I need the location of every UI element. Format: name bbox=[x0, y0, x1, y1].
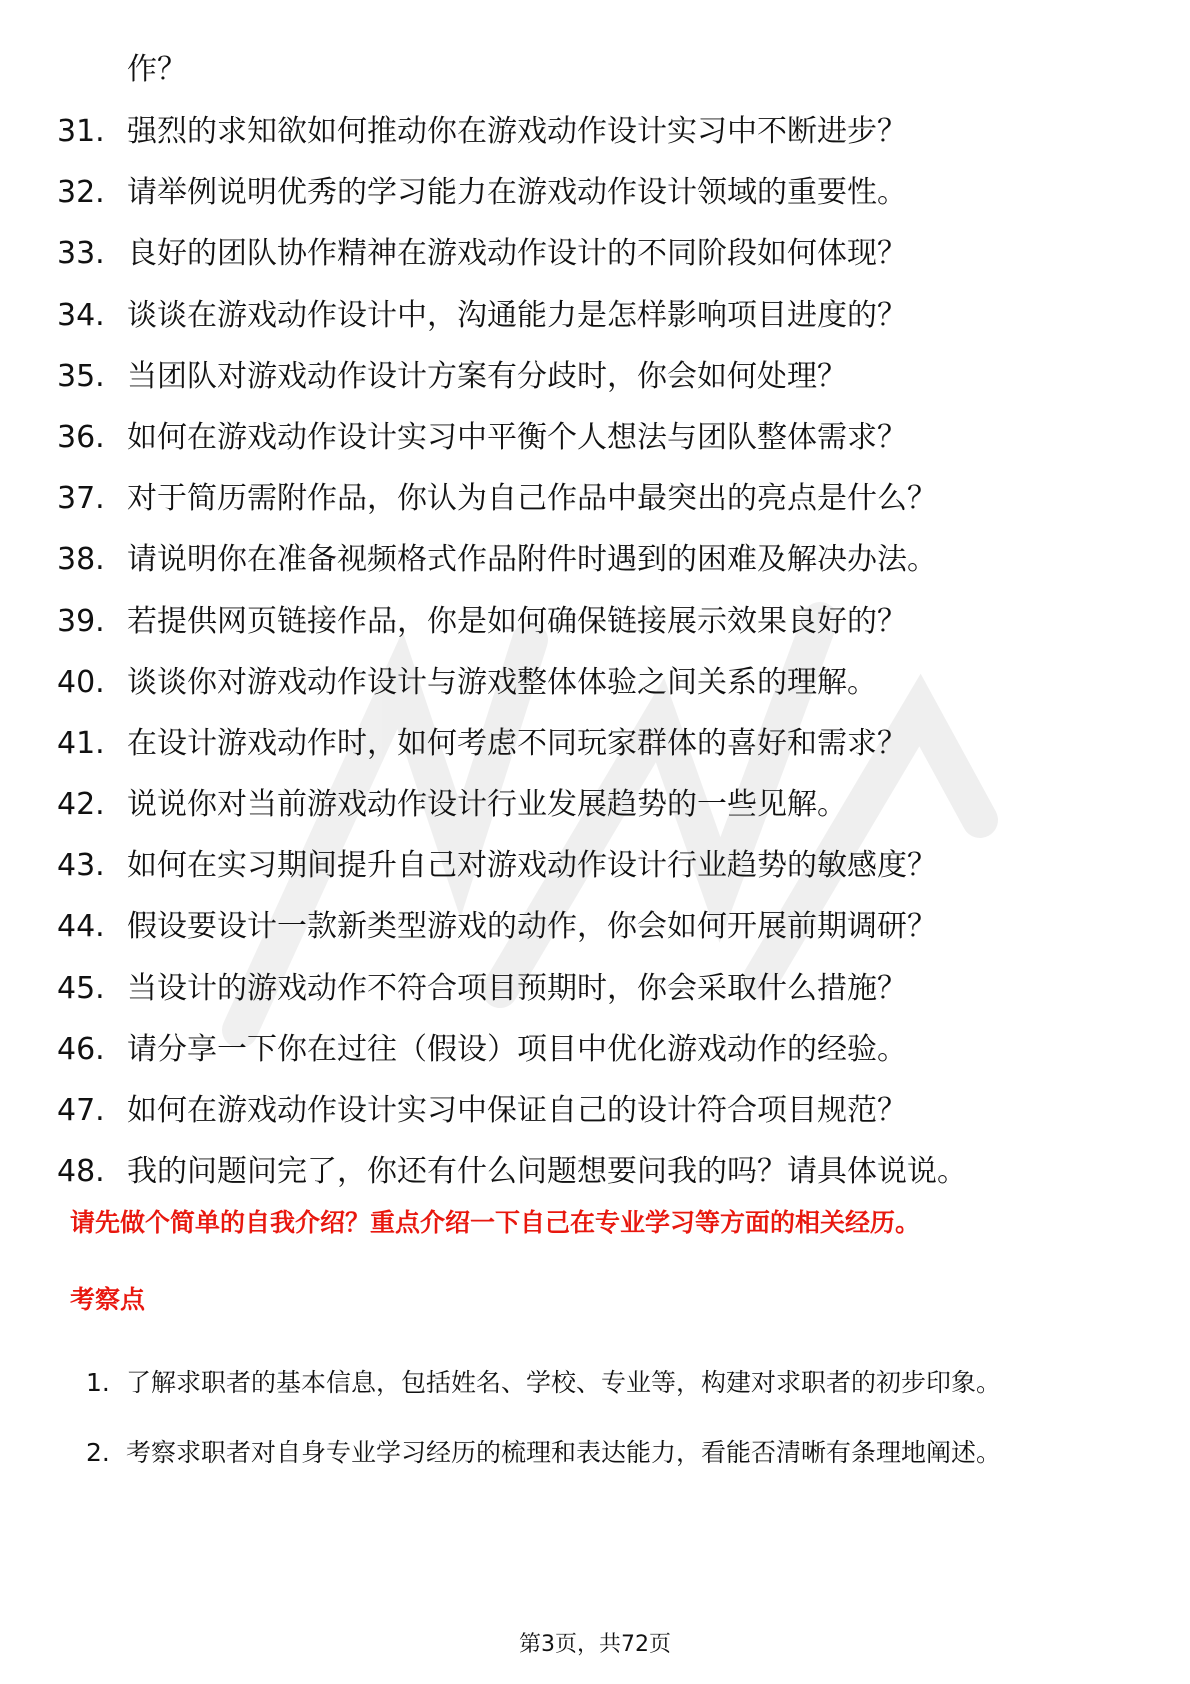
question-item bbox=[57, 1089, 967, 1150]
question-item bbox=[57, 416, 967, 477]
assessment-point bbox=[86, 1424, 1096, 1482]
question-text: 我的问题问完了，你还有什么问题想要问我的吗？请具体说说。 bbox=[127, 1154, 967, 1190]
point-number: 1. bbox=[86, 1368, 110, 1397]
question-item bbox=[57, 110, 967, 171]
question-item bbox=[57, 355, 967, 416]
question-item bbox=[57, 844, 967, 905]
question-number: 41. bbox=[57, 725, 105, 761]
question-item bbox=[57, 783, 967, 844]
question-number: 46. bbox=[57, 1031, 105, 1067]
question-number: 42. bbox=[57, 787, 105, 823]
question-number: 43. bbox=[57, 848, 105, 884]
question-item bbox=[57, 722, 967, 783]
question-number: 33. bbox=[57, 236, 105, 272]
question-item bbox=[57, 1028, 967, 1089]
question-text: 谈谈在游戏动作设计中，沟通能力是怎样影响项目进度的？ bbox=[127, 297, 907, 333]
question-text: 请举例说明优秀的学习能力在游戏动作设计领域的重要性。 bbox=[127, 175, 907, 211]
question-text: 当设计的游戏动作不符合项目预期时，你会采取什么措施？ bbox=[127, 970, 907, 1006]
question-item bbox=[57, 477, 967, 538]
question-item bbox=[57, 538, 967, 599]
question-item bbox=[57, 294, 967, 355]
question-text: 请分享一下你在过往（假设）项目中优化游戏动作的经验。 bbox=[127, 1031, 907, 1067]
question-number: 45. bbox=[57, 970, 105, 1006]
question-number: 36. bbox=[57, 419, 105, 455]
question-number: 39. bbox=[57, 603, 105, 639]
question-item bbox=[57, 661, 967, 722]
question-text: 如何在游戏动作设计实习中保证自己的设计符合项目规范？ bbox=[127, 1093, 907, 1128]
question-text: 当团队对游戏动作设计方案有分歧时，你会如何处理？ bbox=[127, 358, 847, 394]
page-number-footer: 第3页，共72页 bbox=[519, 1632, 671, 1657]
question-text: 假设要设计一款新类型游戏的动作，你会如何开展前期调研？ bbox=[127, 909, 937, 945]
question-item bbox=[57, 171, 967, 232]
point-text: 考察求职者对自身专业学习经历的梳理和表达能力，看能否清晰有条理地阐述。 bbox=[126, 1438, 1002, 1467]
question-text: 强烈的求知欲如何推动你在游戏动作设计实习中不断进步？ bbox=[127, 114, 907, 149]
question-number: 40. bbox=[57, 664, 105, 700]
question-number: 48. bbox=[57, 1154, 105, 1190]
continued-question-text: 作？ bbox=[127, 52, 187, 87]
question-item bbox=[57, 232, 967, 293]
assessment-point bbox=[86, 1354, 1096, 1412]
question-item bbox=[57, 905, 967, 966]
question-item bbox=[57, 967, 967, 1028]
question-number: 37. bbox=[57, 481, 105, 517]
point-text: 了解求职者的基本信息，包括姓名、学校、专业等，构建对求职者的初步印象。 bbox=[126, 1368, 1002, 1397]
question-number: 38. bbox=[57, 542, 105, 578]
assessment-points-list bbox=[86, 1354, 1096, 1494]
question-number: 35. bbox=[57, 358, 105, 394]
question-text: 请说明你在准备视频格式作品附件时遇到的困难及解决办法。 bbox=[127, 542, 937, 578]
question-item bbox=[57, 1150, 967, 1211]
intro-question-heading: 请先做个简单的自我介绍？重点介绍一下自己在专业学习等方面的相关经历。 bbox=[70, 1208, 921, 1237]
question-number: 32. bbox=[57, 175, 105, 211]
question-text: 良好的团队协作精神在游戏动作设计的不同阶段如何体现？ bbox=[127, 236, 907, 272]
question-number: 47. bbox=[57, 1093, 105, 1128]
question-number: 34. bbox=[57, 297, 105, 333]
question-text: 谈谈你对游戏动作设计与游戏整体体验之间关系的理解。 bbox=[127, 664, 877, 700]
assessment-points-label: 考察点 bbox=[70, 1285, 146, 1314]
question-text: 对于简历需附作品，你认为自己作品中最突出的亮点是什么？ bbox=[127, 481, 937, 517]
question-text: 如何在游戏动作设计实习中平衡个人想法与团队整体需求？ bbox=[127, 419, 907, 455]
question-number: 31. bbox=[57, 114, 105, 149]
question-text: 如何在实习期间提升自己对游戏动作设计行业趋势的敏感度？ bbox=[127, 848, 937, 884]
question-number: 44. bbox=[57, 909, 105, 945]
question-text: 说说你对当前游戏动作设计行业发展趋势的一些见解。 bbox=[127, 787, 847, 823]
question-text: 在设计游戏动作时，如何考虑不同玩家群体的喜好和需求？ bbox=[127, 725, 907, 761]
question-item bbox=[57, 600, 967, 661]
question-list bbox=[57, 110, 967, 1211]
point-number: 2. bbox=[86, 1438, 110, 1467]
question-text: 若提供网页链接作品，你是如何确保链接展示效果良好的？ bbox=[127, 603, 907, 639]
